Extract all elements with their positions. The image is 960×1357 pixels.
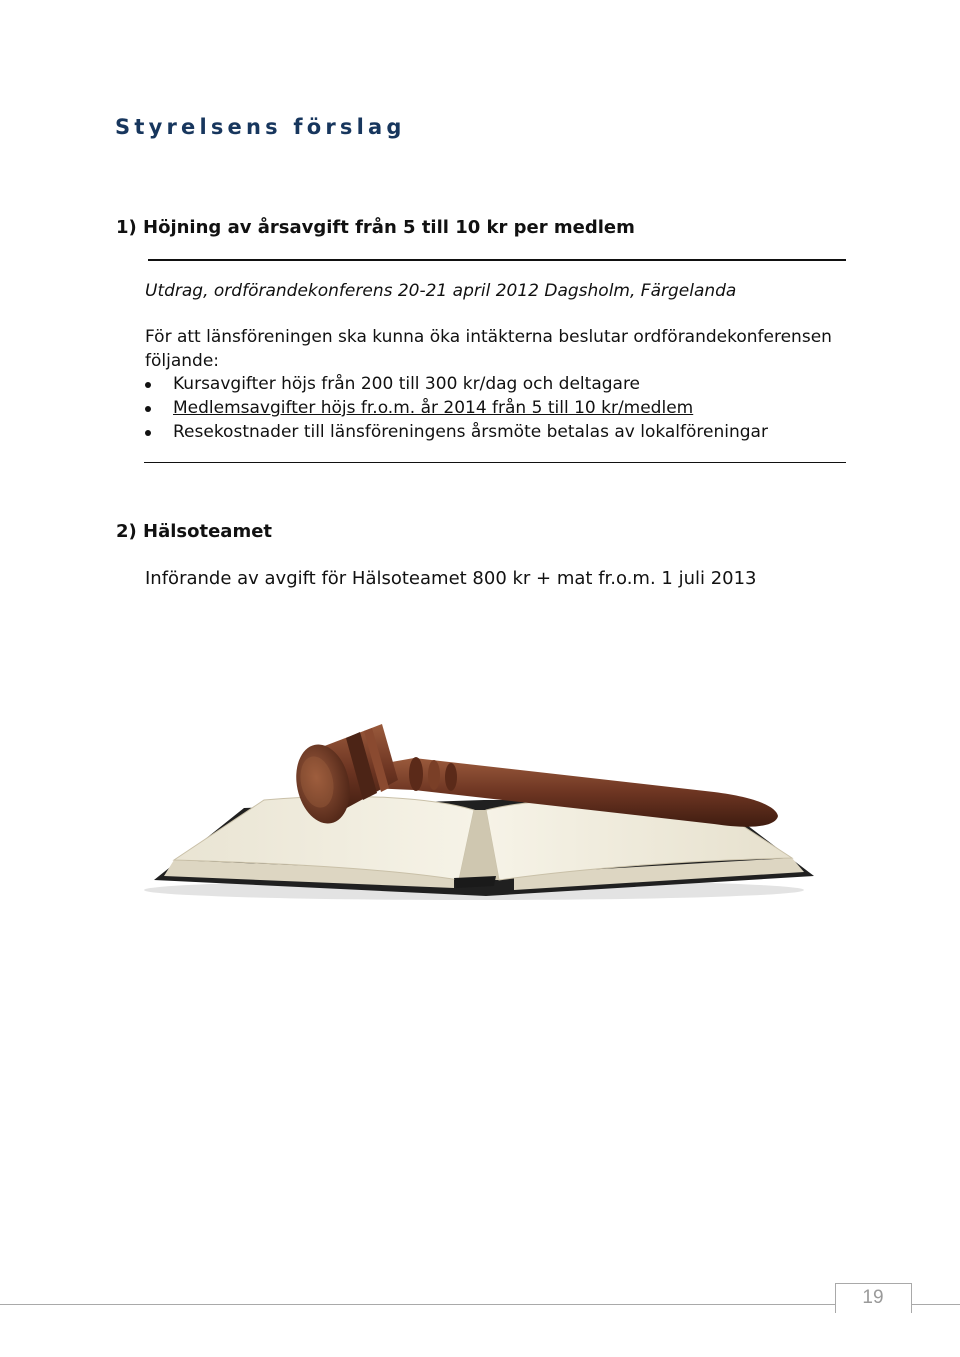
decision-list — [145, 372, 768, 444]
list-item: Medlemsavgifter höjs fr.o.m. år 2014 från 5 till 10 kr/medlem — [145, 396, 768, 420]
health-team-fee: Införande av avgift för Hälsoteamet 800 kr + mat fr.o.m. 1 juli 2013 — [145, 568, 757, 589]
divider — [148, 259, 846, 261]
excerpt-source: Utdrag, ordförandekonferens 20-21 april 2012 Dagsholm, Färgelanda — [145, 281, 737, 301]
list-item: Resekostnader till länsföreningens årsmöte betalas av lokalföreningar — [145, 420, 768, 444]
page-number: 19 — [862, 1287, 884, 1308]
divider — [144, 462, 846, 463]
footer-divider — [911, 1304, 960, 1305]
footer-divider — [0, 1304, 835, 1305]
section-2-heading: 2) Hälsoteamet — [116, 521, 273, 542]
page-title: Styrelsens förslag — [115, 115, 406, 139]
section-1-heading: 1) Höjning av årsavgift från 5 till 10 kr per medlem — [116, 217, 635, 238]
decision-paragraph: För att länsföreningen ska kunna öka intäkterna beslutar ordförandekonferensen följande: — [145, 327, 832, 371]
gavel-on-book-icon — [114, 700, 846, 910]
list-item: Kursavgifter höjs från 200 till 300 kr/dag och deltagare — [145, 372, 768, 396]
